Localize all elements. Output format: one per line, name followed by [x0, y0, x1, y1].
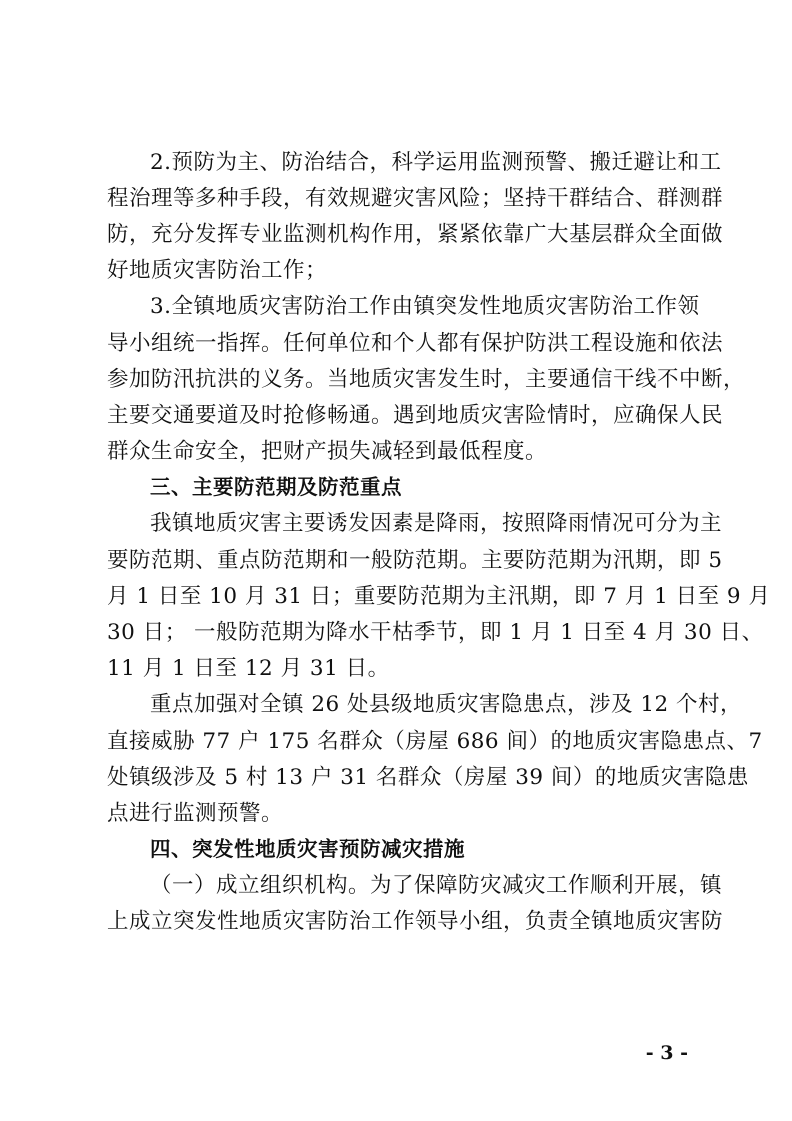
paragraph-line: 主要交通要道及时抢修畅通。遇到地质灾害险情时，应确保人民 [107, 403, 724, 428]
paragraph-line: （一）成立组织机构。为了保障防灾减灾工作顺利开展，镇 [150, 873, 723, 898]
paragraph-line: 30 日； 一般防范期为降水干枯季节，即 1 月 1 日至 4 月 30 日、 [107, 620, 764, 645]
paragraph-line: 重点加强对全镇 26 处县级地质灾害隐患点，涉及 12 个村， [150, 692, 743, 717]
paragraph-line: 3.全镇地质灾害防治工作由镇突发性地质灾害防治工作领 [150, 294, 700, 319]
paragraph-line: 点进行监测预警。 [107, 801, 284, 826]
section-heading: 四、突发性地质灾害预防减灾措施 [150, 837, 465, 861]
paragraph-line: 防，充分发挥专业监测机构作用，紧紧依靠广大基层群众全面做 [107, 222, 724, 247]
paragraph-line: 11 月 1 日至 12 月 31 日。 [107, 656, 390, 681]
paragraph-line: 群众生命安全，把财产损失减轻到最低程度。 [107, 439, 548, 464]
paragraph-line: 好地质灾害防治工作； [107, 258, 328, 283]
paragraph-line: 处镇级涉及 5 村 13 户 31 名群众（房屋 39 间）的地质灾害隐患 [107, 765, 749, 790]
paragraph-line: 程治理等多种手段，有效规避灾害风险；坚持干群结合、群测群 [107, 186, 724, 211]
paragraph-line: 参加防汛抗洪的义务。当地质灾害发生时，主要通信干线不中断， [107, 367, 746, 392]
paragraph-line: 我镇地质灾害主要诱发因素是降雨，按照降雨情况可分为主 [150, 511, 723, 536]
paragraph-line: 上成立突发性地质灾害防治工作领导小组，负责全镇地质灾害防 [107, 909, 724, 934]
paragraph-line: 直接威胁 77 户 175 名群众（房屋 686 间）的地质灾害隐患点、7 [107, 729, 763, 754]
section-heading: 三、主要防范期及防范重点 [150, 475, 402, 499]
paragraph-line: 导小组统一指挥。任何单位和个人都有保护防洪工程设施和依法 [107, 331, 724, 356]
paragraph-line: 要防范期、重点防范期和一般防范期。主要防范期为汛期，即 5 [107, 548, 723, 573]
paragraph-line: 月 1 日至 10 月 31 日；重要防范期为主汛期，即 7 月 1 日至 9 月 [107, 584, 771, 609]
page-number: - 3 - [645, 1042, 688, 1064]
paragraph-line: 2.预防为主、防治结合，科学运用监测预警、搬迁避让和工 [150, 150, 722, 175]
